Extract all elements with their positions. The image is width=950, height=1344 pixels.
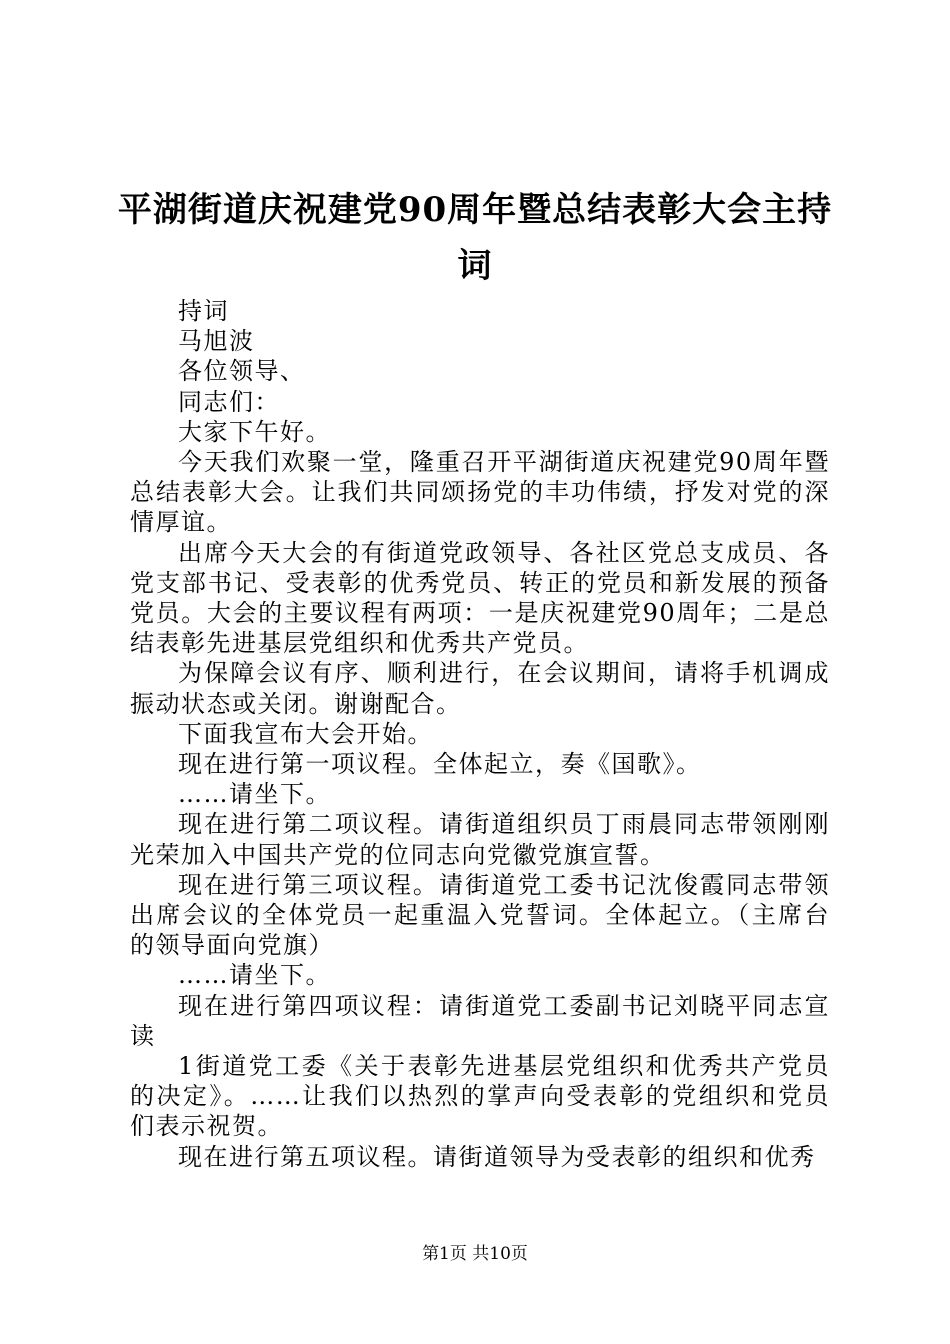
paragraph: 现在进行第五项议程。请街道领导为受表彰的组织和优秀: [178, 1142, 816, 1171]
page-number-footer: 第1页 共10页: [422, 1244, 528, 1264]
paragraph: 马旭波: [178, 327, 255, 356]
paragraph: 现在进行第四项议程：请街道党工委副书记刘晓平同志宣读: [130, 991, 830, 1050]
document-body: [130, 296, 830, 1172]
paragraph: 为保障会议有序、顺利进行，在会议期间，请将手机调成振动状态或关闭。谢谢配合。: [130, 659, 830, 718]
paragraph: 同志们：: [178, 387, 280, 416]
paragraph: 1街道党工委《关于表彰先进基层党组织和优秀共产党员的决定》。……让我们以热烈的掌声向受表彰的党组织和党员们表示祝贺。: [130, 1052, 830, 1141]
paragraph: 今天我们欢聚一堂，隆重召开平湖街道庆祝建党90周年暨总结表彰大会。让我们共同颂扬党的丰功伟绩，抒发对党的深情厚谊。: [130, 448, 830, 537]
paragraph: ……请坐下。: [178, 961, 331, 990]
paragraph: 现在进行第一项议程。全体起立，奏《国歌》。: [178, 750, 702, 779]
paragraph: 大家下午好。: [178, 417, 331, 446]
paragraph: 下面我宣布大会开始。: [178, 719, 433, 748]
paragraph: 持词: [178, 297, 229, 325]
paragraph: 出席今天大会的有街道党政领导、各社区党总支成员、各党支部书记、受表彰的优秀党员、转正的党员和新发展的预备党员。大会的主要议程有两项：一是庆祝建党90周年；二是总结表彰先进基层党组织和优秀共产党员。: [130, 538, 830, 658]
paragraph: ……请坐下。: [178, 780, 331, 809]
paragraph: 现在进行第二项议程。请街道组织员丁雨晨同志带领刚刚光荣加入中国共产党的位同志向党徽党旗宣誓。: [130, 810, 830, 869]
document-title: 平湖街道庆祝建党90周年暨总结表彰大会主持词: [117, 190, 833, 286]
paragraph: 各位领导、: [178, 357, 306, 386]
paragraph: 现在进行第三项议程。请街道党工委书记沈俊霞同志带领出席会议的全体党员一起重温入党誓词。全体起立。（主席台的领导面向党旗）: [130, 870, 830, 960]
